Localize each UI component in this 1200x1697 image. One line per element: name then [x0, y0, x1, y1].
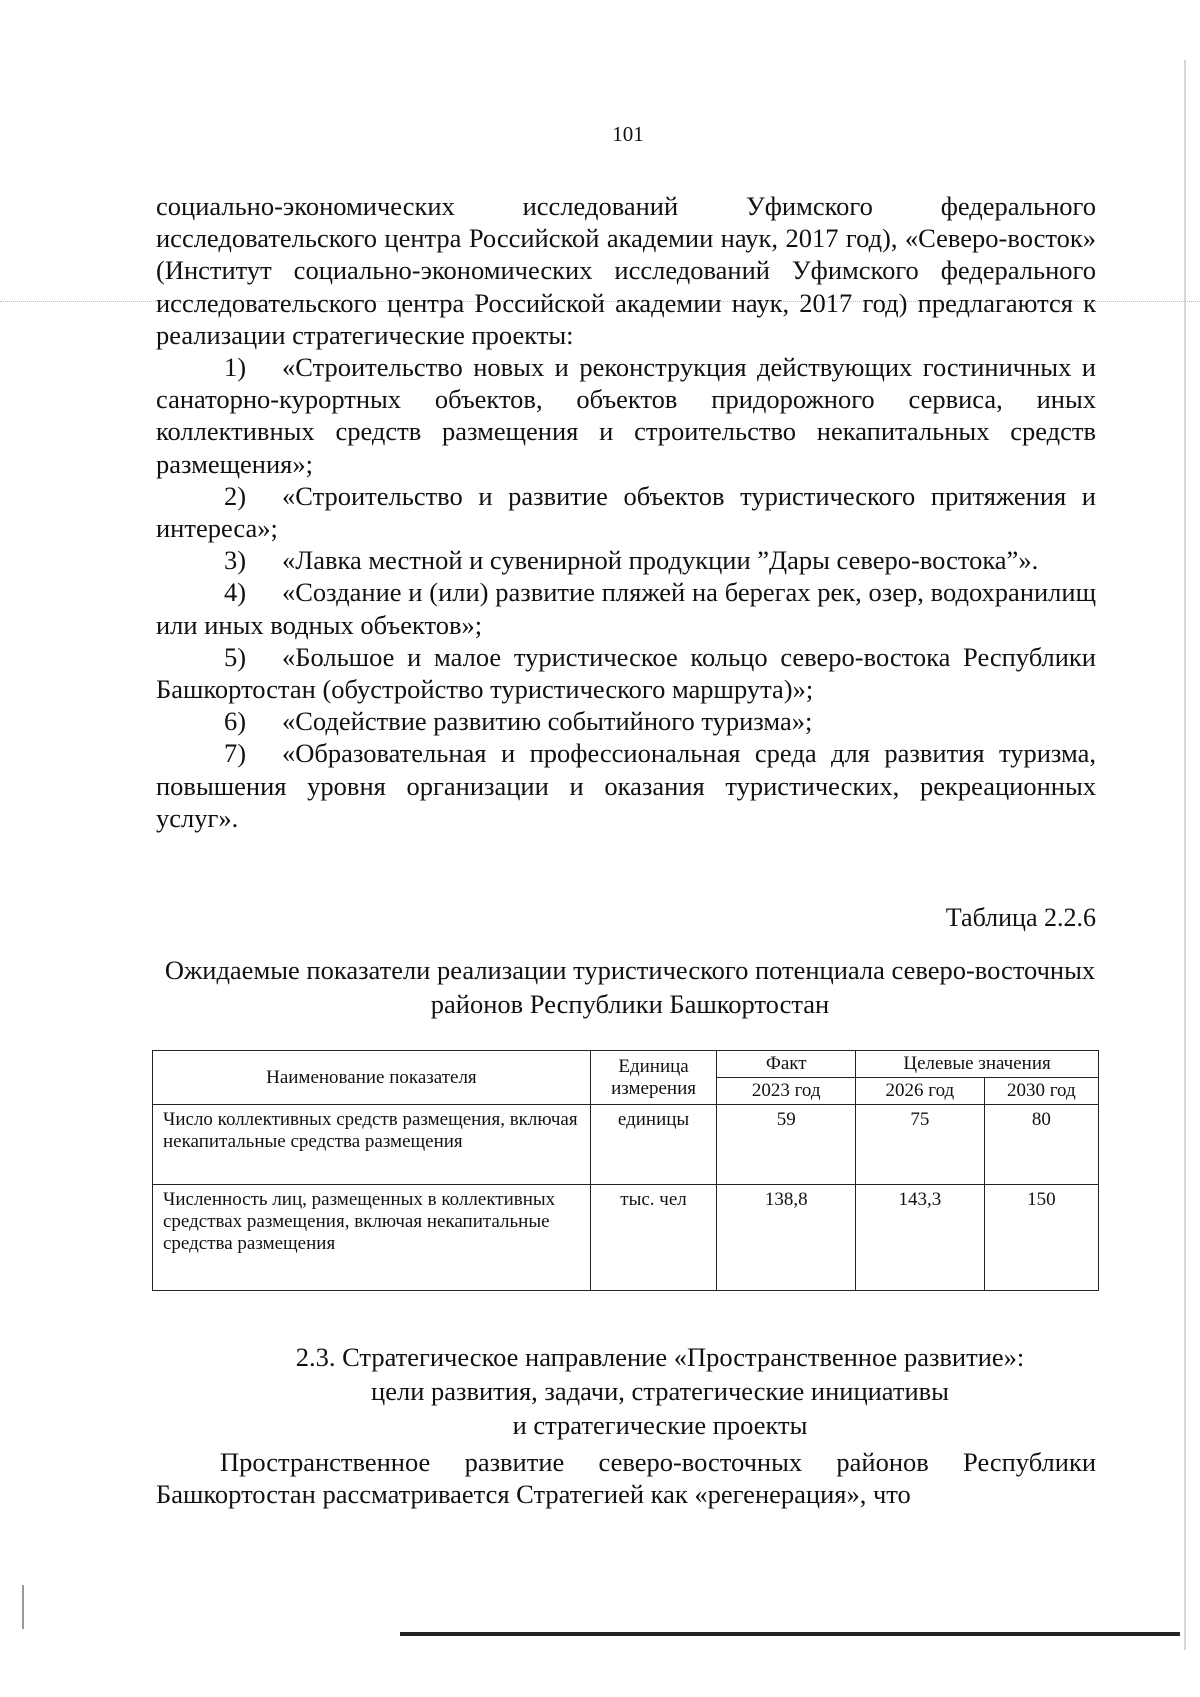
fact-2023-value: 138,8 [717, 1185, 856, 1291]
project-text: «Образовательная и профессиональная среда для развития туризма, повышения уровня организации и оказания туристических, рекреационных услуг». [156, 738, 1096, 833]
project-number: 3) [224, 545, 247, 576]
header-fact: Факт [717, 1051, 856, 1078]
section-heading [150, 1340, 1170, 1442]
header-indicator-name: Наименование показателя [153, 1051, 591, 1105]
target-2026-value: 75 [856, 1105, 985, 1185]
project-text: «Большое и малое туристическое кольцо северо-востока Республики Башкортостан (обустройство туристического маршрута)»; [156, 641, 1096, 705]
project-number: 5) [224, 641, 247, 672]
fact-2023-value: 59 [717, 1105, 856, 1185]
body-text [156, 190, 1096, 834]
project-number: 2) [224, 480, 247, 511]
project-item [156, 480, 1096, 544]
header-target-values: Целевые значения [856, 1051, 1099, 1078]
table-header-row [153, 1051, 1099, 1078]
target-2026-value: 143,3 [856, 1185, 985, 1291]
project-number: 4) [224, 577, 247, 608]
section-body [156, 1446, 1096, 1510]
project-text: «Лавка местной и сувенирной продукции ”Дары северо-востока”». [282, 545, 1039, 576]
project-number: 1) [224, 352, 247, 383]
target-2030-value: 80 [984, 1105, 1098, 1185]
section-heading-line: 2.3. Стратегическое направление «Пространственное развитие»: [295, 1342, 1025, 1372]
section-paragraph: Пространственное развитие северо-восточных районов Республики Башкортостан рассматривается Стратегией как «регенерация», что [156, 1447, 1096, 1510]
intro-paragraph: социально-экономических исследований Уфимского федерального исследовательского центра Российской академии наук, 2017 год), «Северо-восток» (Институт социально-экономических исследований Уфимского федерального исследовательского центра Российской академии наук, 2017 год) предлагаются к реализации стратегические проекты: [156, 191, 1096, 350]
table-title: Ожидаемые показатели реализации туристического потенциала северо-восточных районов Республики Башкортостан [164, 955, 1096, 1019]
project-number: 7) [224, 738, 247, 769]
header-year-2026: 2026 год [856, 1078, 985, 1105]
target-2030-value: 150 [984, 1185, 1098, 1291]
project-item [156, 351, 1096, 480]
header-year-2030: 2030 год [984, 1078, 1098, 1105]
indicator-unit: тыс. чел [590, 1185, 717, 1291]
section-heading-line: и стратегические проекты [512, 1410, 808, 1440]
project-item [156, 544, 1096, 576]
project-text: «Создание и (или) развитие пляжей на берегах рек, озер, водохранилищ или иных водных объектов»; [156, 577, 1096, 640]
table-row [153, 1105, 1099, 1185]
table-row [153, 1185, 1099, 1291]
scan-margin-mark [22, 1585, 24, 1629]
section-heading-line: цели развития, задачи, стратегические инициативы [371, 1376, 949, 1406]
project-number: 6) [224, 706, 247, 737]
page-number: 101 [612, 122, 644, 146]
indicators-table [152, 1050, 1099, 1291]
project-item [156, 576, 1096, 640]
scan-edge [1184, 60, 1186, 1650]
project-text: «Содействие развитию событийного туризма»; [282, 706, 813, 737]
project-text: «Строительство новых и реконструкция действующих гостиничных и санаторно-курортных объектов, объектов придорожного сервиса, иных коллективных средств размещения и строительство некапитальных средств размещения»; [156, 352, 1096, 479]
header-year-2023: 2023 год [717, 1078, 856, 1105]
indicator-unit: единицы [590, 1105, 717, 1185]
table-caption: Таблица 2.2.6 [945, 903, 1096, 932]
project-item [156, 737, 1096, 834]
indicator-name: Число коллективных средств размещения, включая некапитальные средства размещения [153, 1105, 591, 1185]
footer-rule [400, 1632, 1180, 1636]
header-unit: Единица измерения [590, 1051, 717, 1105]
indicator-name: Численность лиц, размещенных в коллективных средствах размещения, включая некапитальные средства размещения [153, 1185, 591, 1291]
project-item [156, 705, 1096, 737]
project-text: «Строительство и развитие объектов туристического притяжения и интереса»; [156, 480, 1096, 544]
project-item [156, 641, 1096, 705]
